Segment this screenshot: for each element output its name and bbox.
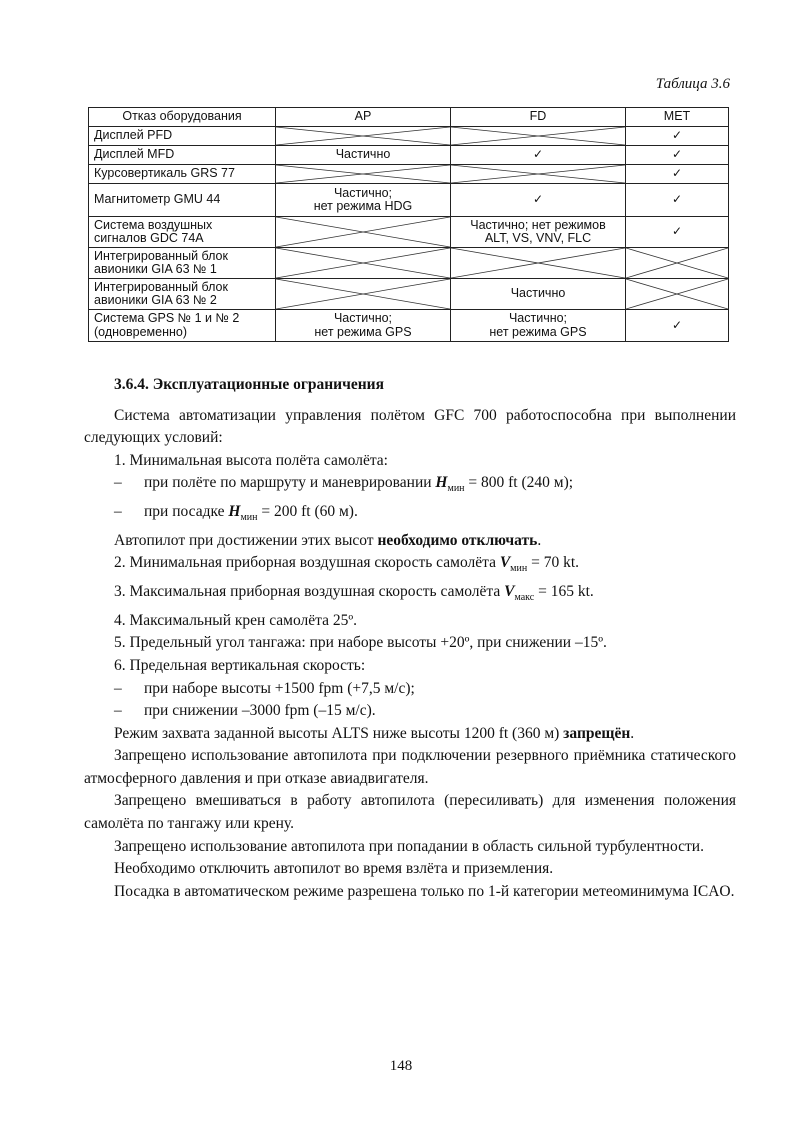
cell-fd: Частично; нет режима GPS [451, 310, 626, 342]
paragraph: Режим захвата заданной высоты ALTS ниже высоты 1200 ft (360 м) запрещён. [114, 724, 635, 742]
header-ap: AP [276, 108, 451, 127]
paragraph: Необходимо отключить автопилот во время взлёта и приземления. [114, 860, 554, 878]
row-equipment-name: Магнитометр GMU 44 [89, 184, 276, 217]
table-header-row [89, 108, 729, 127]
table-row [89, 248, 729, 279]
table-row [89, 310, 729, 342]
table-caption: Таблица 3.6 [655, 76, 730, 92]
list-subitem: – при наборе высоты +1500 fpm (+7,5 м/с); [114, 679, 415, 697]
paragraph: Посадка в автоматическом режиме разрешена только по 1-й категории метеоминимума ICAO. [114, 882, 735, 900]
cell-not-available [276, 217, 451, 248]
cell-not-available [626, 279, 729, 310]
check-mark-icon: ✓ [451, 146, 626, 165]
table-row [89, 146, 729, 165]
cell-not-available [276, 248, 451, 279]
page-number: 148 [389, 1058, 413, 1074]
list-subitem: – при полёте по маршруту и маневрировании $H_{мин} = 800$ ft (240 м); [114, 474, 574, 495]
table-row [89, 127, 729, 146]
table-row [89, 165, 729, 184]
cell-fd: Частично; нет режимов ALT, VS, VNV, FLC [451, 217, 626, 248]
row-equipment-name: Дисплей PFD [89, 127, 276, 146]
row-equipment-name: Интегрированный блок авионики GIA 63 № 1 [89, 248, 276, 279]
cell-fd: Частично [451, 279, 626, 310]
check-mark-icon: ✓ [626, 127, 729, 146]
list-subitem: – при снижении –3000 fpm (–15 м/с). [114, 702, 376, 720]
cell-not-available [451, 165, 626, 184]
equipment-failure-table [88, 107, 729, 342]
cell-not-available [276, 165, 451, 184]
row-equipment-name: Курсовертикаль GRS 77 [89, 165, 276, 184]
paragraph: Автопилот при достижении этих высот необходимо отключать. [114, 531, 542, 549]
list-subitem: – при посадке $H_{мин} = 200$ ft (60 м). [114, 503, 358, 524]
check-mark-icon: ✓ [626, 184, 729, 217]
header-fd: FD [451, 108, 626, 127]
list-item: 2. Минимальная приборная воздушная скорость самолёта $V_{мин} = 70$ kt. [114, 554, 580, 575]
check-mark-icon: ✓ [626, 217, 729, 248]
cell-not-available [451, 248, 626, 279]
row-equipment-name: Дисплей MFD [89, 146, 276, 165]
table-row [89, 217, 729, 248]
header-equipment: Отказ оборудования [89, 108, 276, 127]
list-item: 4. Максимальный крен самолёта 25º. [114, 611, 358, 629]
row-equipment-name: Система GPS № 1 и № 2 (одновременно) [89, 310, 276, 342]
list-item: 6. Предельная вертикальная скорость: [114, 656, 366, 674]
check-mark-icon: ✓ [626, 165, 729, 184]
list-item: 3. Максимальная приборная воздушная скорость самолёта $V_{макс} = 165$ kt. [114, 583, 594, 604]
check-mark-icon: ✓ [451, 184, 626, 217]
list-item: 5. Предельный угол тангажа: при наборе высоты +20º, при снижении –15º. [114, 634, 607, 652]
cell-ap: Частично; нет режима GPS [276, 310, 451, 342]
section-heading: 3.6.4. Эксплуатационные ограничения [114, 376, 384, 393]
list-item: 1. Минимальная высота полёта самолёта: [114, 451, 388, 469]
cell-ap: Частично; нет режима HDG [276, 184, 451, 217]
row-equipment-name: Система воздушных сигналов GDC 74A [89, 217, 276, 248]
check-mark-icon: ✓ [626, 146, 729, 165]
table-row [89, 279, 729, 310]
paragraph: Запрещено использование автопилота при подключении резервного приёмника статического атмосферного давления и при отказе авиадвигателя. [84, 747, 736, 787]
cell-not-available [276, 279, 451, 310]
table-row [89, 184, 729, 217]
section-body [84, 374, 736, 903]
paragraph: Запрещено использование автопилота при попадании в область сильной турбулентности. [114, 837, 704, 855]
cell-not-available [276, 127, 451, 146]
header-met: MET [626, 108, 729, 127]
paragraph: Система автоматизации управления полётом GFC 700 работоспособна при выполнении следующих условий: [84, 406, 736, 447]
paragraph: Запрещено вмешиваться в работу автопилота (пересиливать) для изменения положения самолёта по тангажу или крену. [84, 792, 736, 833]
cell-not-available [451, 127, 626, 146]
row-equipment-name: Интегрированный блок авионики GIA 63 № 2 [89, 279, 276, 310]
check-mark-icon: ✓ [626, 310, 729, 342]
cell-not-available [626, 248, 729, 279]
cell-ap: Частично [276, 146, 451, 165]
